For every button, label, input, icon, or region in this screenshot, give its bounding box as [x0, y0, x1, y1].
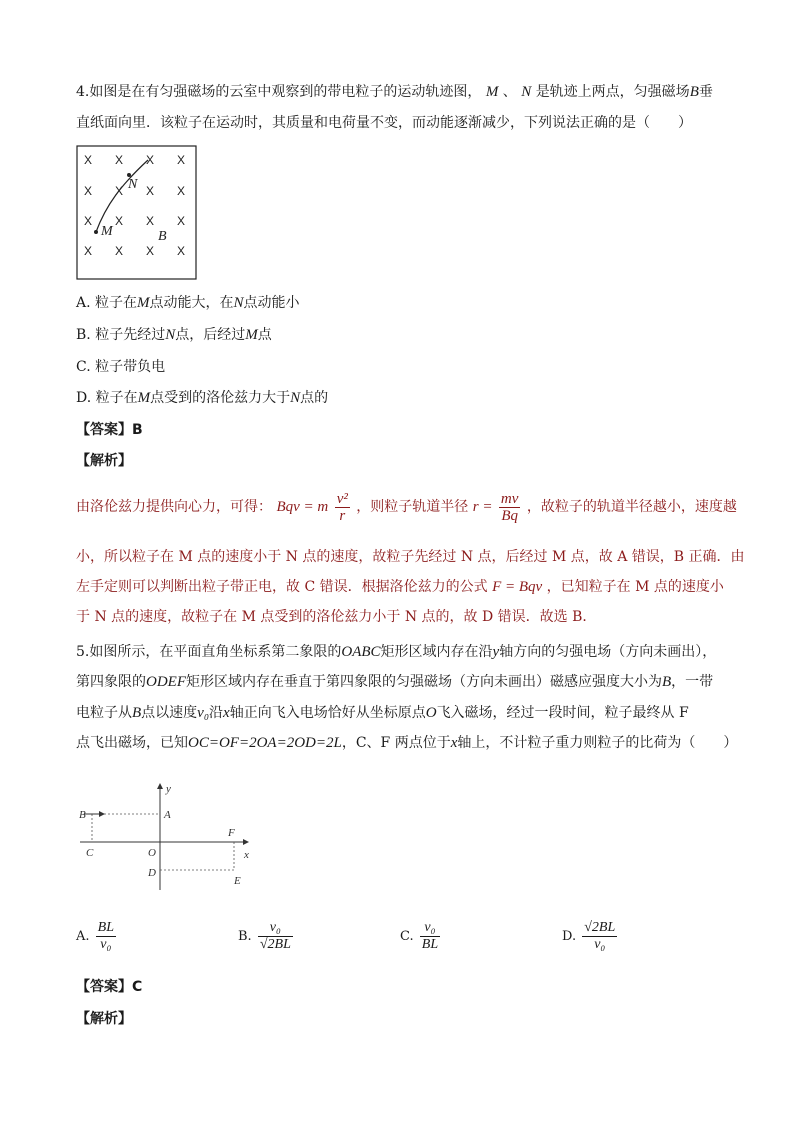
field-cross-mark: X: [146, 214, 155, 228]
q4-analysis-line-1: 由洛伦兹力提供向心力，可得： Bqv = m $\frac{\text{v²}}{r}$ ，则粒子轨道半径 r = $\frac{mv}{Bq}$ ，故粒子的轨道半径越小，速度越: [76, 490, 737, 524]
fraction-mv-over-bq: $\frac{mv}{Bq}$: [500, 490, 519, 524]
field-cross-mark: X: [177, 214, 186, 228]
q4-option-b: B. 粒子先经过N点，后经过M点: [76, 327, 272, 343]
q5-stem-line-4: 点飞出磁场，已知OC=OF=2OA=2OD=2L，C、F 两点位于x轴上，不计粒子重力则粒子的比荷为（ ）: [76, 735, 738, 751]
field-cross-mark: X: [146, 153, 155, 167]
label-y: y: [166, 783, 171, 795]
field-cross-mark: X: [177, 244, 186, 258]
label-d: D: [148, 867, 156, 879]
q4-stem-line-2: 直纸面向里．该粒子在运动时，其质量和电荷量不变，而动能逐渐减少，下列说法正确的是（ ）: [76, 115, 692, 131]
q4-analysis-line-2: 小，所以粒子在 M 点的速度小于 N 点的速度，故粒子先经过 N 点，后经过 M 点，故 A 错误，B 正确．由: [76, 549, 745, 565]
q5-option-d: D. $\frac{√2BL}{\text{v₀}}$: [562, 920, 616, 952]
q5-stem-line-2: 第四象限的ODEF矩形区域内存在垂直于第四象限的匀强磁场（方向未画出）磁感应强度大小为B，一带: [76, 674, 714, 690]
field-cross-mark: X: [177, 153, 186, 167]
field-cross-mark: X: [84, 244, 93, 258]
fraction-v2-over-r: $\frac{\text{v²}}{r}$: [336, 490, 348, 524]
q5-analysis-heading: 【解析】: [76, 1011, 132, 1027]
field-cross-mark: X: [177, 184, 186, 198]
q4-answer: 【答案】B: [76, 422, 143, 438]
q4-magnetic-field-figure: [76, 145, 198, 281]
q4-option-a: A. 粒子在M点动能大，在N点动能小: [76, 295, 300, 311]
q4-analysis-line-4: 于 N 点的速度，故粒子在 M 点受到的洛伦兹力小于 N 点的，故 D 错误．故选 B．: [76, 609, 597, 625]
field-cross-mark: X: [84, 214, 93, 228]
q5-stem-line-3: 电粒子从B点以速度v₀沿x轴正向飞入电场恰好从坐标原点O飞入磁场，经过一段时间，粒子最终从 F: [76, 705, 689, 721]
q4-option-d: D. 粒子在M点受到的洛伦兹力大于N点的: [76, 390, 329, 406]
q5-option-c: C. $\frac{\text{v₀}}{BL}$: [400, 920, 439, 952]
label-b: B: [158, 229, 167, 244]
field-cross-mark: X: [115, 244, 124, 258]
q4-analysis-heading: 【解析】: [76, 453, 132, 469]
field-cross-mark: X: [115, 153, 124, 167]
label-a: A: [164, 809, 171, 821]
label-b: B: [79, 809, 86, 821]
q5-option-a: A. $\frac{BL}{\text{v₀}}$: [76, 920, 115, 952]
field-cross-mark: X: [115, 214, 124, 228]
q4-analysis-line-3: 左手定则可以判断出粒子带正电，故 C 错误．根据洛伦兹力的公式 F = Bqv ，已知粒子在 M 点的速度小: [76, 579, 724, 595]
point-m-dot: [94, 230, 98, 234]
label-c: C: [86, 847, 94, 859]
field-cross-mark: X: [146, 244, 155, 258]
label-x: x: [244, 849, 249, 861]
label-f: F: [228, 827, 235, 839]
q5-option-b: B. $\frac{\text{v₀}}{√2BL}$: [238, 920, 291, 952]
q5-coordinate-figure: [76, 780, 256, 895]
field-cross-mark: X: [115, 184, 124, 198]
q4-option-c: C. 粒子带负电: [76, 359, 166, 375]
label-m: M: [101, 224, 113, 239]
label-o: O: [148, 847, 156, 859]
q5-answer: 【答案】C: [76, 979, 143, 995]
q5-stem-line-1: 5.如图所示，在平面直角坐标系第二象限的OABC矩形区域内存在沿y轴方向的匀强电场（方向未画出），: [76, 644, 717, 660]
field-cross-mark: X: [84, 153, 93, 167]
field-cross-mark: X: [146, 184, 155, 198]
field-cross-mark: X: [84, 184, 93, 198]
label-e: E: [234, 875, 241, 887]
label-n: N: [128, 177, 138, 192]
q4-stem-line-1: 4.如图是在有匀强磁场的云室中观察到的带电粒子的运动轨迹图， M 、 N 是轨迹上两点，匀强磁场B垂: [76, 84, 713, 100]
